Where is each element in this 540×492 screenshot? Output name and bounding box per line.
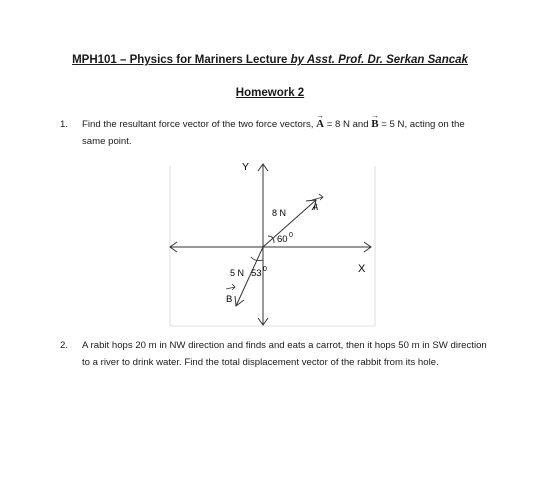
angle-arc-b — [251, 257, 263, 261]
vector-a-line — [263, 200, 319, 247]
problem-number: 1. — [60, 119, 69, 130]
problem-1-text-end: = 5 N, acting on the same point. — [82, 119, 465, 147]
vector-b-arrow: → — [371, 111, 380, 120]
y-axis-label: Y — [242, 161, 250, 173]
vector-a-magnitude-label: 8 N — [272, 208, 287, 218]
vector-a-arrow: → — [316, 111, 325, 120]
vector-a-name-label: A — [312, 202, 319, 213]
problem-number: 2. — [60, 340, 69, 351]
title-course: MPH101 – Physics for Mariners Lecture — [72, 54, 291, 66]
vector-a-label-arrow — [312, 194, 323, 200]
x-axis-label: X — [358, 263, 366, 275]
vector-b-angle-unit: 0 — [263, 266, 267, 273]
vector-a-letter: A — [316, 118, 325, 130]
problem-2 — [60, 337, 490, 371]
vector-b-name-label: B — [226, 294, 233, 305]
vector-b-angle-label: 53 — [251, 268, 262, 279]
problem-1-text-start: Find the resultant force vector of the two force vectors, — [82, 119, 317, 130]
page-subtitle: Homework 2 — [235, 87, 305, 99]
problem-1-text-mid: = 8 N and — [324, 119, 372, 130]
vector-b-label-arrow — [226, 284, 235, 290]
vector-b-letter: B — [371, 118, 379, 130]
vector-a-angle-unit: 0 — [289, 232, 293, 239]
problem-text: A rabit hops 20 m in NW direction and finds and eats a carrot, then it hops 50 m in SW direction to a river to drink water. Find the total displacement vector of the rabbit from its hole. — [82, 340, 487, 368]
vector-b-magnitude-label: 5 N — [230, 268, 245, 278]
title-author: by Asst. Prof. Dr. Serkan Sancak — [290, 54, 468, 66]
vector-a-angle-label: 60 — [277, 234, 288, 245]
